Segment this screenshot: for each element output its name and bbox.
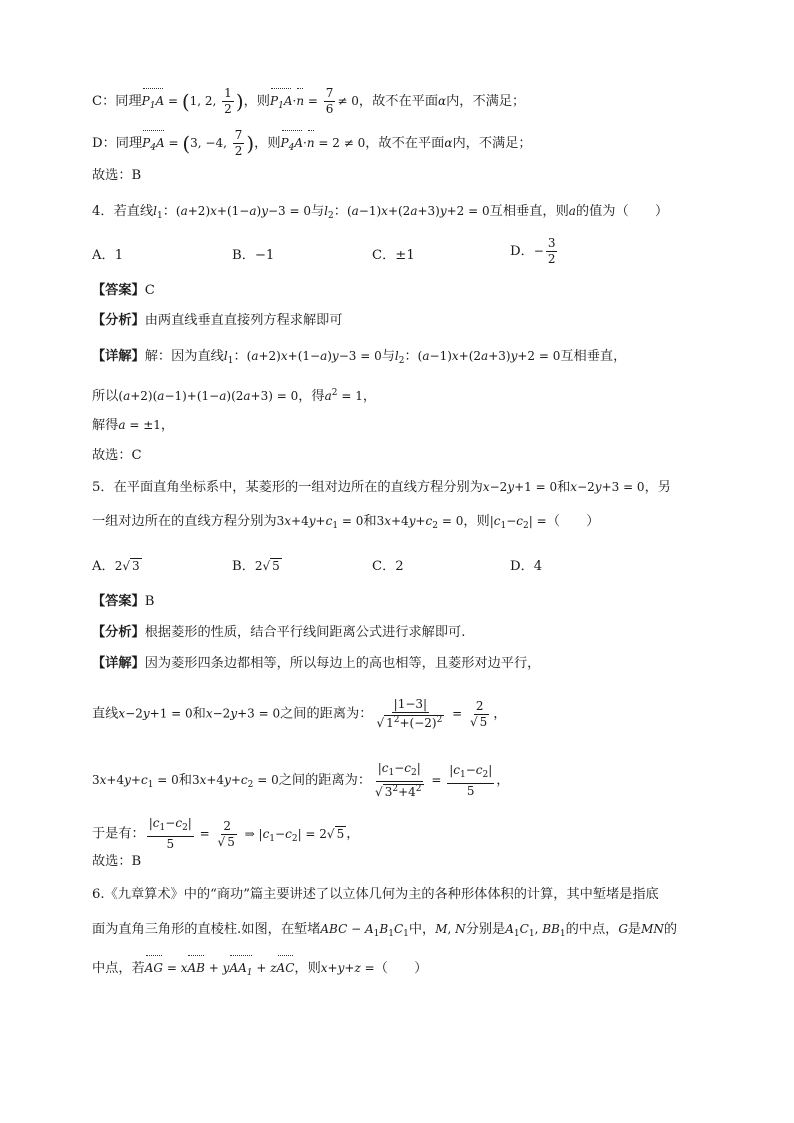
q5-detail [92, 654, 540, 674]
q5-answer [92, 592, 154, 612]
q4-step3-prefix: 解得 [92, 418, 119, 433]
q4-option-b: B．−1 [232, 248, 275, 263]
q5-step-distance1: 直线x−2y+1 = 0和x−2y+3 = 0之间的距离为： $\frac{|1-3|}{√ 1^2+(-2)^2}$ = $\frac{2}{√ 5}$ ， [92, 697, 507, 730]
q4-step2-tail: ， [362, 389, 377, 404]
option-d-tail: ，故不在平面 [365, 136, 445, 151]
q5-detail-text: 因为菱形四条边都相等，所以每边上的高也相等，且菱形对边平行， [144, 656, 541, 671]
q4-option-d: D．− $\frac{3}{2}$ [510, 236, 556, 266]
q4-detail-and: 与 [381, 349, 395, 364]
q5-analysis-text: 根据菱形的性质，结合平行线间距离公式进行求解即可. [144, 625, 466, 640]
q4-answer-value: C [144, 283, 155, 298]
q5-option-b-label: B． [232, 559, 255, 574]
q4-option-a: A．1 [92, 248, 124, 263]
q4-step2: 所以(a+2)(a−1)+(1−a)(2a+3) = 0，得$a^2 = 1$， [92, 388, 377, 404]
q4-option-c: C．±1 [372, 248, 415, 263]
q4-selection: 故选：C [92, 448, 142, 463]
q4-analysis-text: 由两直线垂直直接列方程求解即可 [144, 313, 343, 328]
q6-l3-prefix: 中点，若 [92, 961, 145, 976]
q5-l2-prefix: 一组对边所在的直线方程分别为 [92, 514, 277, 529]
q4-step2-mid: ，得 [298, 389, 325, 404]
q6-l2-mid3: 的中点， [565, 922, 619, 937]
q4-detail-tag: 【详解】 [92, 349, 145, 364]
q6-l3-tail: （ ） [374, 961, 428, 976]
q5-l2-mid: ，则 [463, 514, 490, 529]
q5-l3-tail: 之间的距离为： [280, 706, 373, 722]
q6-stem-line3: 中点，若AG = xAB + yAA$_1$ + zAC，则x+y+z =（ ） [92, 958, 427, 983]
q6-l2-mid2: 分别是 [465, 922, 506, 937]
q5-analysis [92, 623, 465, 643]
q5-selection: 故选：B [92, 854, 142, 869]
q6-l3-mid: ，则 [294, 961, 321, 976]
q6-stem-line1: 6.《九章算术》中的“商功”篇主要讲述了以立体几何为主的各种形体体积的计算，其中堑堵是指底 [92, 887, 659, 902]
q4-analysis-tag: 【分析】 [92, 313, 145, 328]
q4-step3-tail: ， [160, 418, 175, 433]
q6-stem-line2: 面为直角三角形的直棱柱.如图，在堑堵ABC − $A_1B_1C_1$中，M, N分别是$A_1C_1$, $BB_1$的中点，G是MN的 [92, 922, 678, 939]
q4-step3: 解得a = ±1， [92, 418, 175, 433]
q6-l2-mid: 中， [408, 922, 436, 937]
option-c-tail2: 内，不满足； [446, 94, 526, 109]
option-d-prefix: D：同理 [92, 136, 143, 151]
q4-detail-text: 解：因为直线 [144, 349, 224, 364]
q4-detail: 【详解】解：因为直线$l_1$：(a+2)x+(1−a)y−3 = 0与$l_2$：(a−1)x+(2a+3)y+2 = 0互相垂直， [92, 349, 627, 366]
q4-tail: 互相垂直，则 [489, 204, 569, 219]
q5-l1-tail: ，另 [644, 480, 671, 495]
q5-stem-line2: 一组对边所在的直线方程分别为$3x+4y+c_1 = 0$和$3x+4y+c_2 = 0$，则$|c_1-c_2|$ =（ ） [92, 514, 600, 531]
option-c-mid: ，则 [243, 94, 270, 109]
q4-option-d-label: D． [510, 244, 534, 259]
q5-step-distance2: $3x+4y+c_1 = 0$和$3x+4y+c_2 = 0$之间的距离为： $\frac{|c_1-c_2|}{√ 3^2+4^2}$ = $\frac{|c_1-c_2|}{5}$ ， [92, 761, 510, 799]
option-c-analysis: C：同理$P_1A = (1$, 2, $\frac{1}{2}$ )，则$P_1A\cdot n$ = $\frac{7}{6}$ ≠ 0，故不在平面α内，不满足； [92, 86, 526, 116]
q5-option-b: B．2√ 5 [232, 559, 280, 574]
option-d-mid: ，则 [254, 136, 281, 151]
q5-l5-prefix: 于是有： [92, 826, 145, 842]
q5-step-conclusion: 于是有： $\frac{|c_1-c_2|}{5}$ = $\frac{2}{√ 5}$ ⇒ $|c_1-c_2| = 2√$ 5 ， [92, 816, 360, 851]
q4-analysis [92, 311, 343, 331]
q5-l1-and: 和 [557, 480, 571, 495]
q5-option-a-label: A． [92, 559, 115, 574]
q5-answer-value: B [144, 594, 155, 609]
q5-stem-line1: 5．在平面直角坐标系中，某菱形的一组对边所在的直线方程分别为x−2y+1 = 0和x−2y+3 = 0，另 [92, 480, 671, 495]
q4-and: 与 [310, 204, 325, 219]
q5-analysis-tag: 【分析】 [92, 625, 145, 640]
option-d-analysis: D：同理$P_4A = (3$, −4, $\frac{7}{2}$ )，则$P_4A\cdot n = 2 \ne 0$，故不在平面α内，不满足； [92, 128, 532, 158]
q5-l3-prefix: 直线 [92, 706, 119, 722]
q5-detail-tag: 【详解】 [92, 656, 145, 671]
q6-l2-mid4: 是 [627, 922, 642, 937]
option-c-tail: ，故不在平面 [358, 94, 439, 109]
q4-stem: 4．若直线$l_1$：(a+2)x+(1−a)y−3 = 0与$l_2$：(a−1)x+(2a+3)y+2 = 0互相垂直，则a的值为（ ） [92, 204, 669, 221]
q5-l3-and: 和 [192, 706, 206, 722]
option-d-tail2: 内，不满足； [452, 136, 532, 151]
q5-option-d: D．4 [510, 559, 543, 574]
q4-tail2: 的值为（ ） [575, 204, 669, 219]
q5-option-a: A．2√ 3 [92, 559, 140, 574]
q6-l2-tail: 的 [663, 922, 678, 937]
q5-l2-and: 和 [363, 514, 377, 529]
q5-l4-tail: 之间的距离为： [278, 773, 372, 788]
q5-answer-tag: 【答案】 [92, 594, 145, 609]
q5-l4-and: 和 [178, 773, 192, 788]
q4-step2-prefix: 所以 [92, 389, 119, 404]
q5-l1-prefix: 5．在平面直角坐标系中，某菱形的一组对边所在的直线方程分别为 [92, 480, 483, 495]
option-c-prefix: C：同理 [92, 94, 142, 109]
q4-answer [92, 281, 155, 301]
q5-option-c: C．2 [372, 559, 404, 574]
q4-answer-tag: 【答案】 [92, 283, 145, 298]
q3-selection: 故选：B [92, 168, 142, 183]
q5-l2-tail: （ ） [546, 514, 600, 529]
q4-detail-tail: 互相垂直， [560, 349, 627, 364]
q6-l2-prefix: 面为直角三角形的直棱柱.如图，在堑堵 [92, 922, 321, 937]
q4-prefix: 4．若直线 [92, 204, 154, 219]
